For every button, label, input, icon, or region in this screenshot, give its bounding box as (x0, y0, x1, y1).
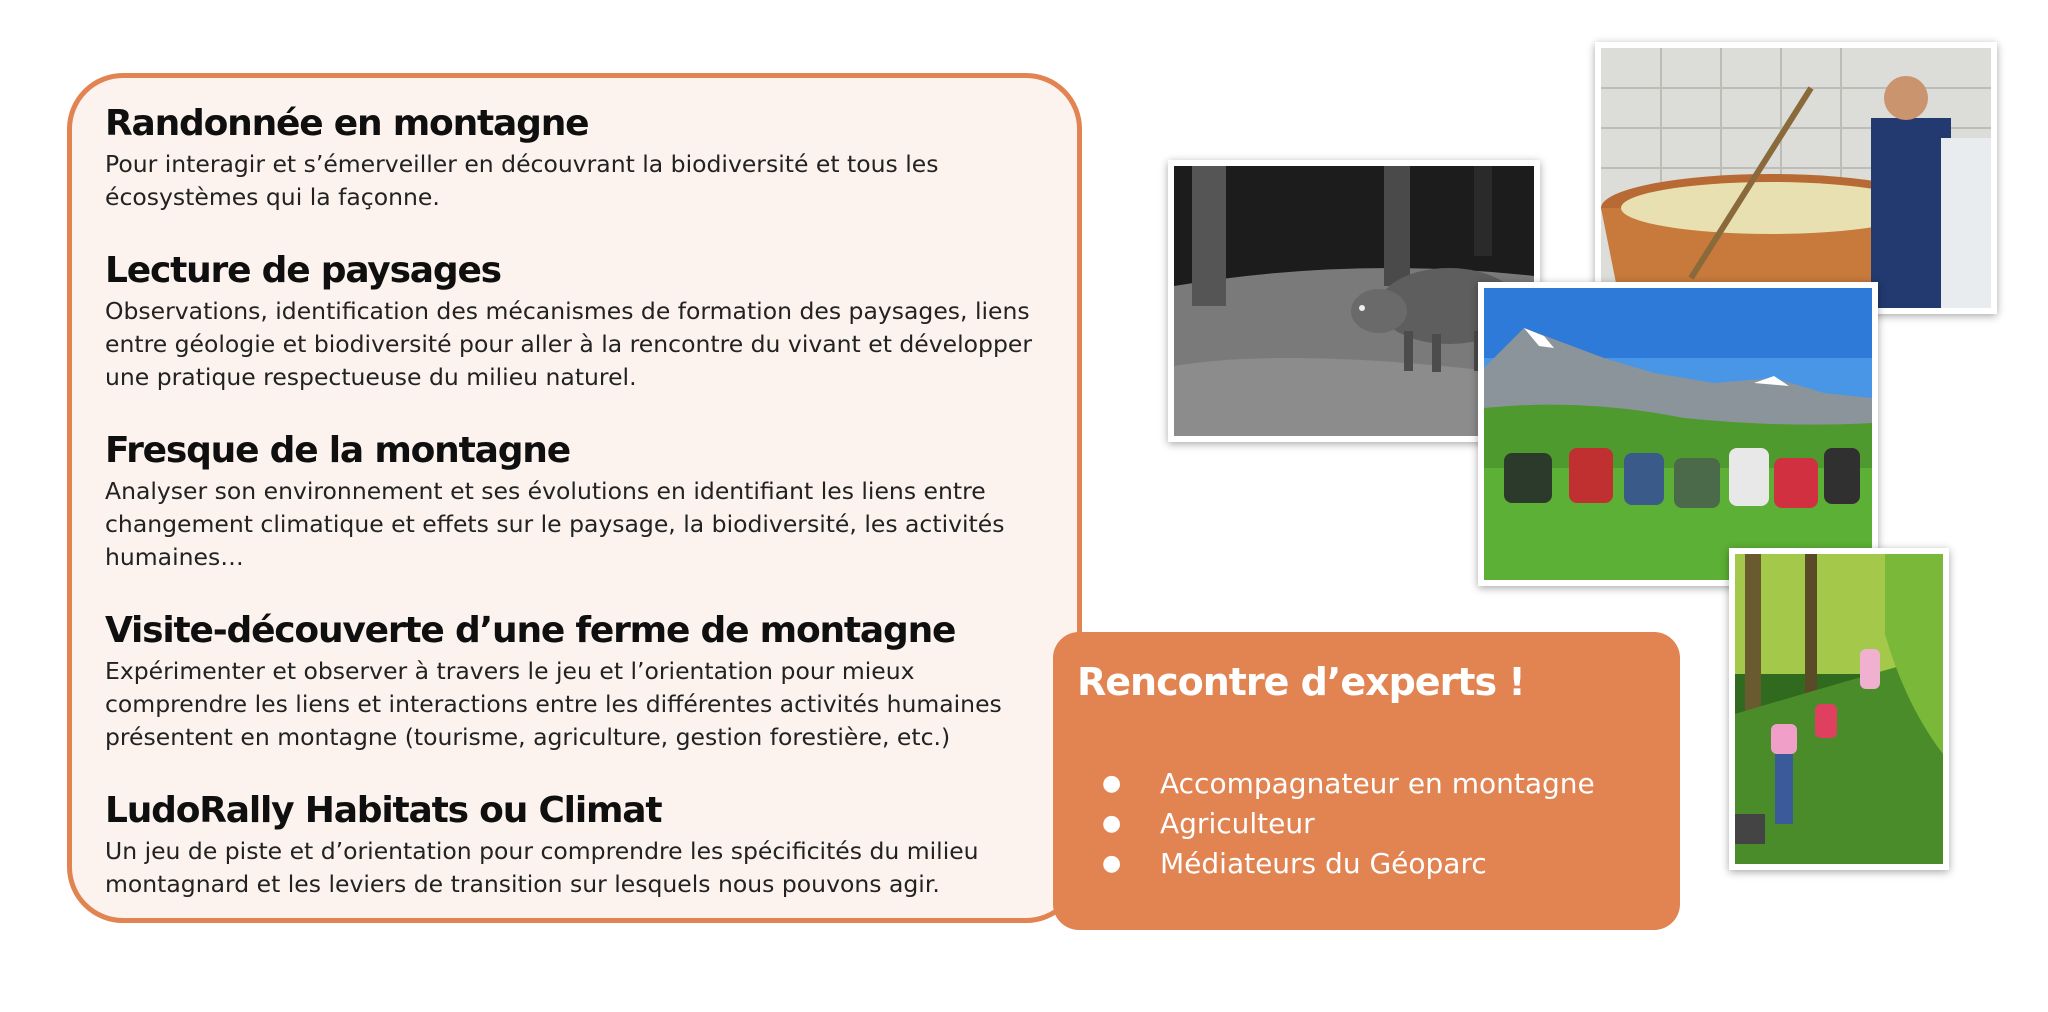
bullet-icon: ● (1102, 811, 1122, 836)
experts-list (1077, 764, 1656, 884)
cheese-making-photo (1595, 42, 1997, 314)
expert-label: Agriculteur (1160, 807, 1315, 840)
activity-description: Pour interagir et s’émerveiller en découvrant la biodiversité et tous les écosystèmes qui la façonne. (105, 150, 939, 211)
alpine-group-photo (1478, 282, 1878, 586)
activity-title: LudoRally Habitats ou Climat (105, 790, 662, 831)
activity-title: Fresque de la montagne (105, 430, 570, 471)
experts-title: Rencontre d’experts ! (1077, 660, 1525, 704)
activity-mountain-fresco (105, 427, 1041, 574)
activity-description: Un jeu de piste et d’orientation pour comprendre les spécificités du milieu montagnard et les leviers de transition sur lesquels nous pouvons agir. (105, 837, 979, 898)
activity-description: Analyser son environnement et ses évolutions en identifiant les liens entre changement climatique et effets sur le paysage, la biodiversité, les activités humaines… (105, 477, 1005, 571)
expert-label: Accompagnateur en montagne (1160, 767, 1595, 800)
forest-hike-photo (1729, 548, 1949, 870)
bullet-icon: ● (1102, 771, 1122, 796)
activity-title: Lecture de paysages (105, 250, 501, 291)
activity-landscape-reading (105, 247, 1041, 394)
activity-farm-visit (105, 607, 1041, 754)
expert-label: Médiateurs du Géoparc (1160, 847, 1487, 880)
list-item (1102, 804, 1656, 844)
activities-panel (67, 73, 1082, 923)
activity-description: Observations, identification des mécanismes de formation des paysages, liens entre géologie et biodiversité pour aller à la rencontre du vivant et développer une pratique respectueuse du milieu naturel. (105, 297, 1032, 391)
list-item (1102, 844, 1656, 884)
list-item (1102, 764, 1656, 804)
experts-box (1053, 632, 1680, 930)
bullet-icon: ● (1102, 851, 1122, 876)
activity-hiking (105, 100, 1041, 214)
activity-title: Randonnée en montagne (105, 103, 589, 144)
activity-description: Expérimenter et observer à travers le jeu et l’orientation pour mieux comprendre les liens et interactions entre les différentes activités humaines présentent en montagne (tourisme, agriculture, gestion forestière, etc.) (105, 657, 1002, 751)
activity-ludorally (105, 787, 1041, 901)
activity-title: Visite-découverte d’une ferme de montagne (105, 610, 956, 651)
